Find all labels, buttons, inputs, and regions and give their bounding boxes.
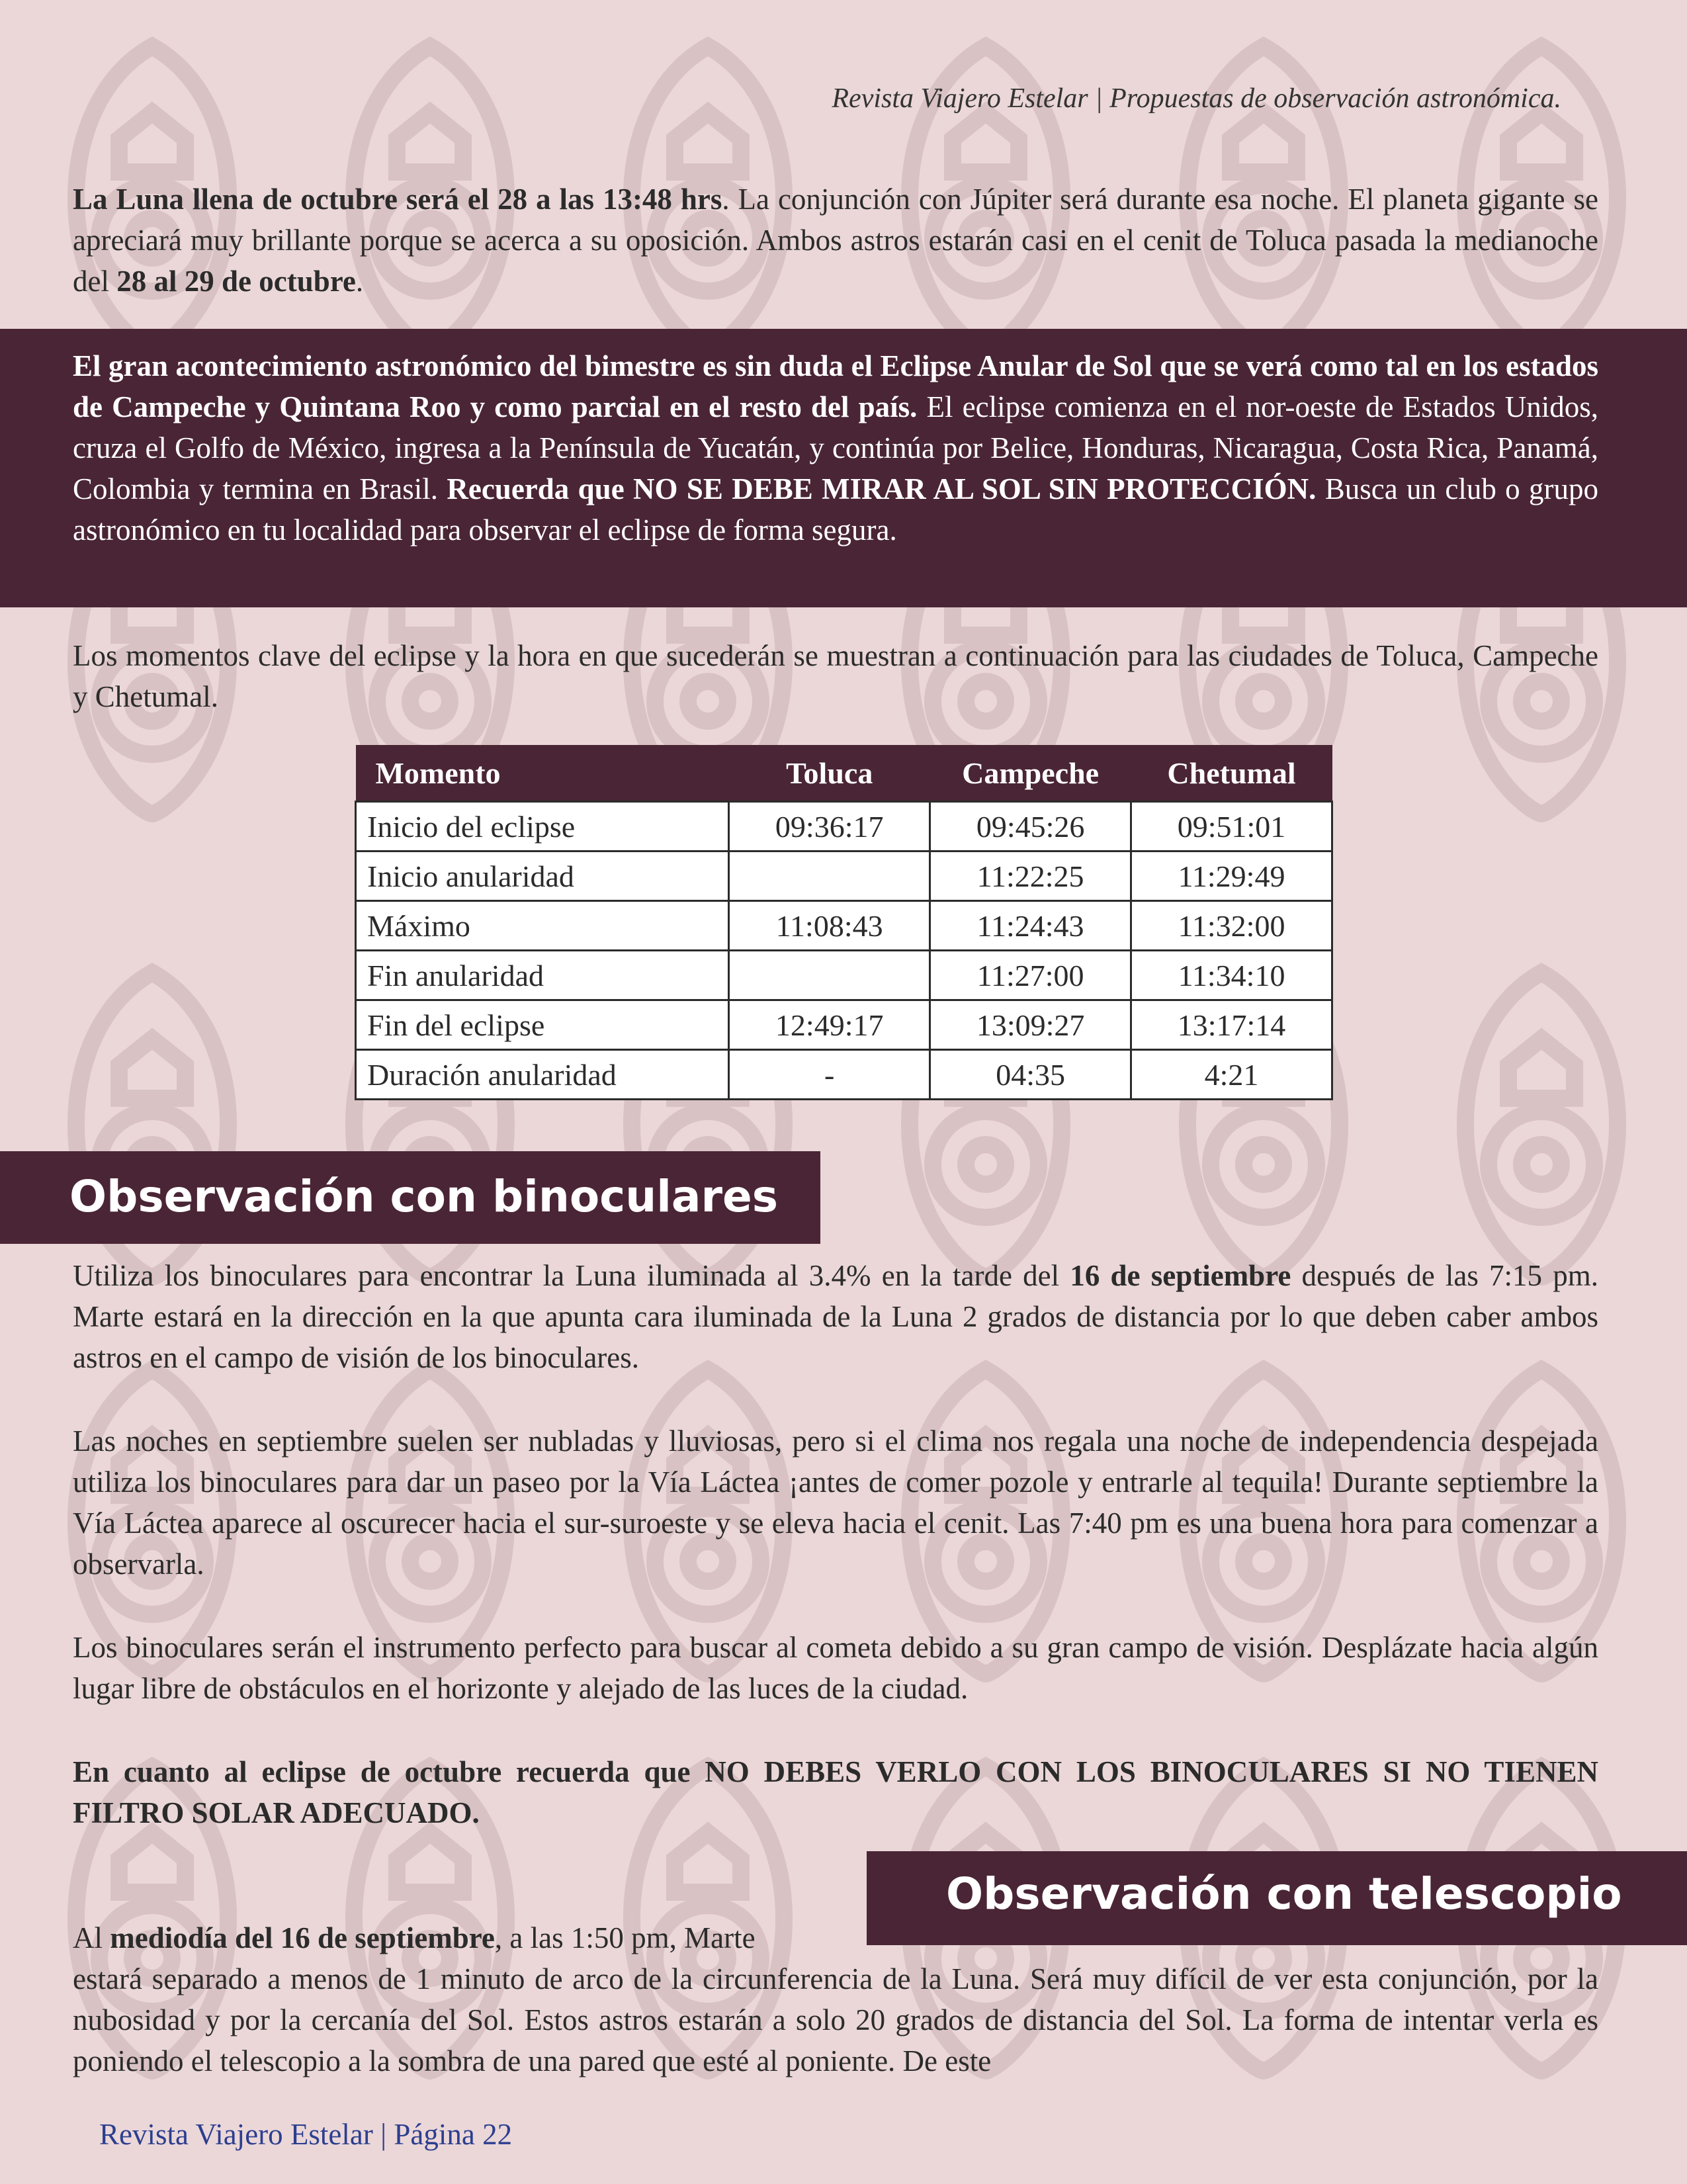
- table-row: [356, 901, 1332, 951]
- table-cell: Fin del eclipse: [356, 1000, 729, 1050]
- table-cell: 11:27:00: [930, 951, 1131, 1000]
- table-cell: 11:32:00: [1131, 901, 1332, 951]
- table-cell: 11:08:43: [729, 901, 930, 951]
- col-header-momento: Momento: [356, 745, 729, 802]
- table-cell: -: [729, 1050, 930, 1100]
- paragraph-eclipse-times-intro: Los momentos clave del eclipse y la hora en que sucederán se muestran a continuación para las ciudades de Toluca, Campeche y Chetumal.: [73, 639, 1598, 713]
- table-row: [356, 852, 1332, 901]
- table-row: [356, 1000, 1332, 1050]
- section-heading-binoculars: Observación con binoculares: [0, 1151, 820, 1244]
- table-cell: 09:45:26: [930, 802, 1131, 852]
- table-header-row: [356, 745, 1332, 802]
- eclipse-times-table: [355, 745, 1333, 1100]
- table-cell: 11:24:43: [930, 901, 1131, 951]
- table-cell: [729, 852, 930, 901]
- paragraph-telescope-line1: Al mediodía del 16 de septiembre, a las 1:50 pm, Marte: [73, 1921, 756, 1954]
- page-footer: Revista Viajero Estelar | Página 22: [99, 2118, 513, 2151]
- table-cell: 11:34:10: [1131, 951, 1332, 1000]
- col-header-chetumal: Chetumal: [1131, 745, 1332, 802]
- paragraph-binoculars-moon-mars: Utiliza los binoculares para encontrar la Luna iluminada al 3.4% en la tarde del 16 de septiembre después de las 7:15 pm. Marte estará en la dirección en la que apunta cara iluminada de la Luna 2 grados de distancia por lo que deben caber ambos astros en el campo de visión de los binoculares.: [73, 1259, 1598, 1374]
- table-cell: Inicio del eclipse: [356, 802, 729, 852]
- col-header-toluca: Toluca: [729, 745, 930, 802]
- table-cell: 11:22:25: [930, 852, 1131, 901]
- table-cell: 09:36:17: [729, 802, 930, 852]
- table-cell: 09:51:01: [1131, 802, 1332, 852]
- table-row: [356, 951, 1332, 1000]
- paragraph-milky-way: Las noches en septiembre suelen ser nubladas y lluviosas, pero si el clima nos regala una noche de independencia despejada utiliza los binoculares para dar un paseo por la Vía Láctea ¡antes de comer pozole y entrarle al tequila! Durante septiembre la Vía Láctea aparece al oscurecer hacia el sur-suroeste y se eleva hacia el cenit. Las 7:40 pm es una buena hora para comenzar a observarla.: [73, 1424, 1598, 1581]
- table-cell: Duración anularidad: [356, 1050, 729, 1100]
- paragraph-telescope-conjunction: estará separado a menos de 1 minuto de arco de la circunferencia de la Luna. Será muy difícil de ver esta conjunción, por la nubosidad y por la cercanía del Sol. Estos astros estarán a solo 20 grados de distancia del Sol. La forma de intentar verla es poniendo el telescopio a la sombra de una pared que esté al poniente. De este: [73, 1962, 1598, 2077]
- table-cell: 12:49:17: [729, 1000, 930, 1050]
- table-cell: Inicio anularidad: [356, 852, 729, 901]
- table-row: [356, 1050, 1332, 1100]
- full-moon-date-bold: La Luna llena de octubre será el 28 a las 13:48 hrs: [73, 183, 722, 216]
- paragraph-comet: Los binoculares serán el instrumento perfecto para buscar al cometa debido a su gran campo de visión. Desplázate hacia algún lugar libre de obstáculos en el horizonte y alejado de las luces de la ciudad.: [73, 1631, 1598, 1705]
- table-cell: 11:29:49: [1131, 852, 1332, 901]
- table-cell: Máximo: [356, 901, 729, 951]
- paragraph-eclipse-binoculars-warning: En cuanto al eclipse de octubre recuerda que NO DEBES VERLO CON LOS BINOCULARES SI NO TIENEN FILTRO SOLAR ADECUADO.: [73, 1755, 1598, 1829]
- table-cell: 4:21: [1131, 1050, 1332, 1100]
- table-cell: [729, 951, 930, 1000]
- running-header: Revista Viajero Estelar | Propuestas de observación astronómica.: [832, 83, 1561, 114]
- section-heading-telescope: Observación con telescopio: [867, 1851, 1687, 1945]
- paragraph-eclipse-notice: El gran acontecimiento astronómico del bimestre es sin duda el Eclipse Anular de Sol que se verá como tal en los estados de Campeche y Quintana Roo y como parcial en el resto del país. El eclipse comienza en el nor-oeste de Estados Unidos, cruza el Golfo de México, ingresa a la Península de Yucatán, y continúa por Belice, Honduras, Nicaragua, Costa Rica, Panamá, Colombia y termina en Brasil. Recuerda que NO SE DEBE MIRAR AL SOL SIN PROTECCIÓN. Busca un club o grupo astronómico en tu localidad para observar el eclipse de forma segura.: [73, 349, 1599, 546]
- table-cell: 13:17:14: [1131, 1000, 1332, 1050]
- table-row: [356, 802, 1332, 852]
- table-cell: Fin anularidad: [356, 951, 729, 1000]
- table-cell: 04:35: [930, 1050, 1131, 1100]
- paragraph-full-moon: La Luna llena de octubre será el 28 a las 13:48 hrs. La conjunción con Júpiter será durante esa noche. El planeta gigante se apreciará muy brillante porque se acerca a su oposición. Ambos astros estarán casi en el cenit de Toluca pasada la medianoche del 28 al 29 de octubre.: [73, 183, 1598, 298]
- col-header-campeche: Campeche: [930, 745, 1131, 802]
- table-cell: 13:09:27: [930, 1000, 1131, 1050]
